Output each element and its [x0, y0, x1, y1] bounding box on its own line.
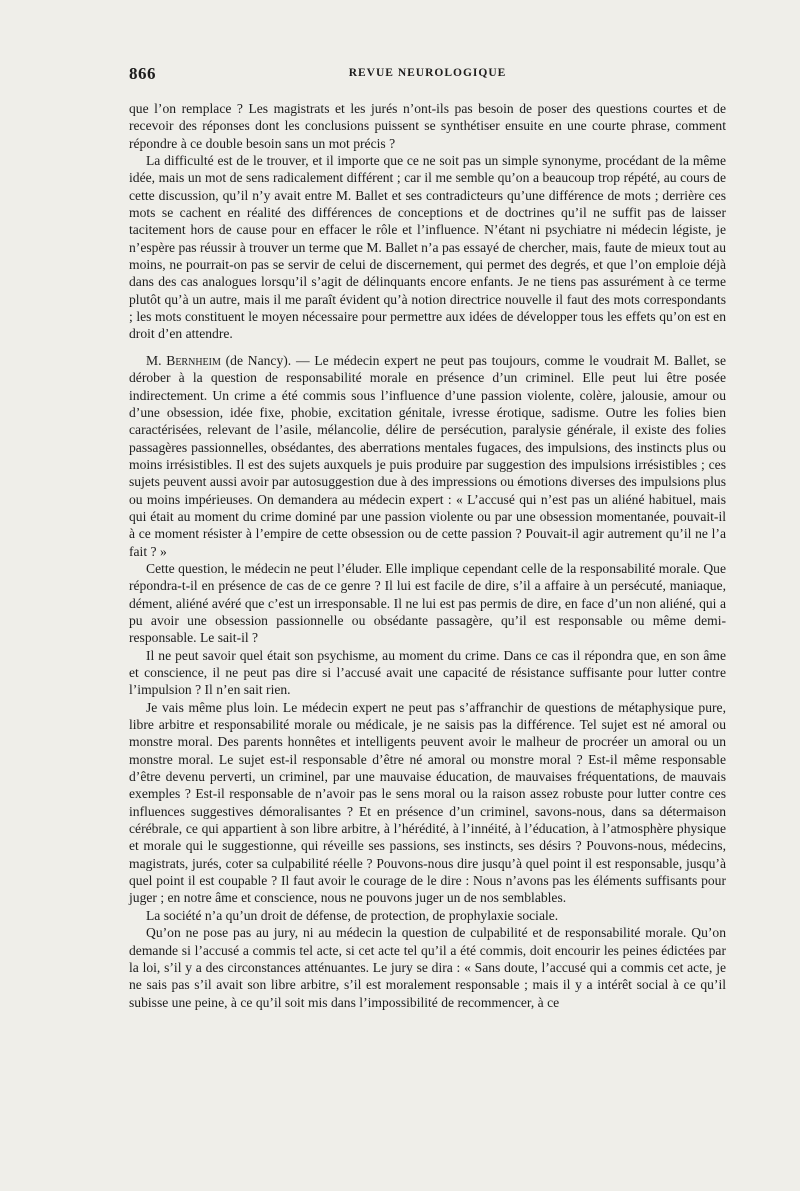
page-number: 866 — [129, 64, 156, 83]
paragraph: Qu’on ne pose pas au jury, ni au médecin la question de culpabilité et de responsabilité morale. Qu’on demande si l’accusé a commis tel acte, si cet acte tel qu’il a été commis, doit encourir les peines édictées par la loi, s’il y a des circonstances atténuantes. Le jury se dira : « Sans doute, l’accusé qui a commis cet acte, je ne sais pas s’il avait son libre arbitre, s’il est moralement responsable ; mais il y a intérêt social à ce qu’il subisse une peine, à ce qu’il soit mis dans l’impossibilité de recommencer, à ce — [129, 925, 726, 1010]
paragraph: La société n’a qu’un droit de défense, de protection, de prophylaxie sociale. — [146, 907, 559, 923]
speaker-location: (de Nancy). — [225, 352, 292, 368]
paragraph: Il ne peut savoir quel était son psychisme, au moment du crime. Dans ce cas il répondra que, en son âme et conscience, il ne peut pas dire si l’accusé avait une capacité de résistance suffisante pour lutter contre l’impulsion ? Il n’en sait rien. — [129, 647, 726, 698]
body-text — [129, 100, 726, 1011]
speaker-paragraph — [129, 352, 726, 560]
paragraph: Je vais même plus loin. Le médecin expert ne peut pas s’affranchir de questions de métaphysique pure, libre arbitre et responsabilité morale ou médicale, je ne saisis pas la différence. Tel sujet est né amoral ou monstre moral. Des parents honnêtes et intelligents peuvent avoir le malheur de procréer un amoral ou un monstre moral. Le sujet est-il responsable d’être né amoral ou monstre moral ? Est-il même responsable d’être devenu perverti, un criminel, par une mauvaise éducation, de mauvaises fréquentations, de mauvais exemples ? Est-il responsable de n’avoir pas le sens moral ou la raison assez robuste pour lutter contre ces influences suggestives démoralisantes ? Et en présence d’un criminel, savons-nous, dans sa détermaison cérébrale, ce qui appartient à son libre arbitre, à l’hérédité, à l’innéité, à l’éducation, à l’atmosphère physique et morale qui le suggestionne, qui réveille ses passions, ses instincts, ses désirs ? Pouvons-nous, médecins, magistrats, jurés, coter sa culpabilité réelle ? Pouvons-nous dire jusqu’à quel point il est responsable, jusqu’à quel point il est coupable ? Il faut avoir le courage de le dire : Nous n’avons pas les éléments suffisants pour juger ; en notre âme et conscience, nous ne pouvons juger un de nos semblables. — [129, 699, 726, 906]
speaker-name: M. Bernheim — [146, 352, 221, 368]
running-head: REVUE NEUROLOGIQUE — [348, 67, 507, 79]
page-header — [129, 64, 726, 86]
paragraph-continuation: que l’on remplace ? Les magistrats et les jurés n’ont-ils pas besoin de poser des questions courtes et de recevoir des réponses dont les conclusions puissent se synthétiser ensuite en une courte phrase, comment répondre à ce double besoin sans un mot précis ? — [129, 101, 726, 151]
paragraph: Cette question, le médecin ne peut l’éluder. Elle implique cependant celle de la responsabilité morale. Que répondra-t-il en présence de cas de ce genre ? Il lui est facile de dire, s’il a affaire à un persécuté, maniaque, dément, aliéné avéré que c’est un irresponsable. Il ne lui est pas permis de dire, en face d’un non aliéné, qui a pu avoir une obsession passionnelle ou obsédante passagère, qu’il est responsable ou même demi-responsable. Le sait-il ? — [129, 560, 726, 646]
paragraph: La difficulté est de le trouver, et il importe que ce ne soit pas un simple synonyme, procédant de la même idée, mais un mot de sens radicalement différent ; car il me semble qu’on a beaucoup trop répété, au cours de cette discussion, qu’il n’y avait entre M. Ballet et ses contradicteurs qu’une différence de mots ; derrière ces mots se cachent en réalité des différences de conceptions et de doctrines qu’il ne suffit pas de laisser tacitement hors de cause pour en effacer le rôle et l’influence. N’étant ni psychiatre ni médecin légiste, je n’espère pas réussir à trouver un terme que M. Ballet n’a pas essayé de chercher, mais, faute de mieux tout au moins, ne pourrait-on pas se servir de celui de discernement, qui permet des degrés, et que l’on emploie déjà dans des cas analogues lorsqu’il s’agit de délinquants encore enfants. Je ne tiens pas assurément à ce terme plutôt qu’à un autre, mais il me paraît évident qu’à notion directrice nouvelle il faut des mots correspondants ; les mots constituent le moyen nécessaire pour permettre aux idées de développer tous les effets qu’on est en droit d’en attendre. — [129, 153, 726, 342]
speaker-text: — Le médecin expert ne peut pas toujours, comme le voudrait M. Ballet, se dérober à la question de responsabilité morale en présence d’un criminel. Elle peut lui être posée indirectement. Un crime a été commis sous l’influence d’une passion violente, colère, jalousie, amour ou d’une obsession, idée fixe, phobie, excitation génitale, ivresse érotique, sadisme. Outre les folies bien caractérisées, relevant de l’asile, mélancolie, délire de persécution, paralysie générale, il existe des folies passagères passionnelles, obsédantes, des aberrations mentales fugaces, des impulsions, des instincts plus ou moins irrésistibles. Il est des sujets auxquels je puis produire par suggestion des impulsions irrésistibles ; ces sujets peuvent aussi avoir par autosuggestion due à des impressions ou émotions diverses des impulsions plus ou moins impérieuses. On demandera au médecin expert : « L’accusé qui n’est pas un aliéné habituel, mais qui était au moment du crime dominé par une passion violente ou par une obsession momentanée, pouvait-il à ce moment résister à l’empire de cette obsession ou de cette passion ? Pouvait-il agir autrement qu’il ne l’a fait ? » — [129, 352, 726, 559]
